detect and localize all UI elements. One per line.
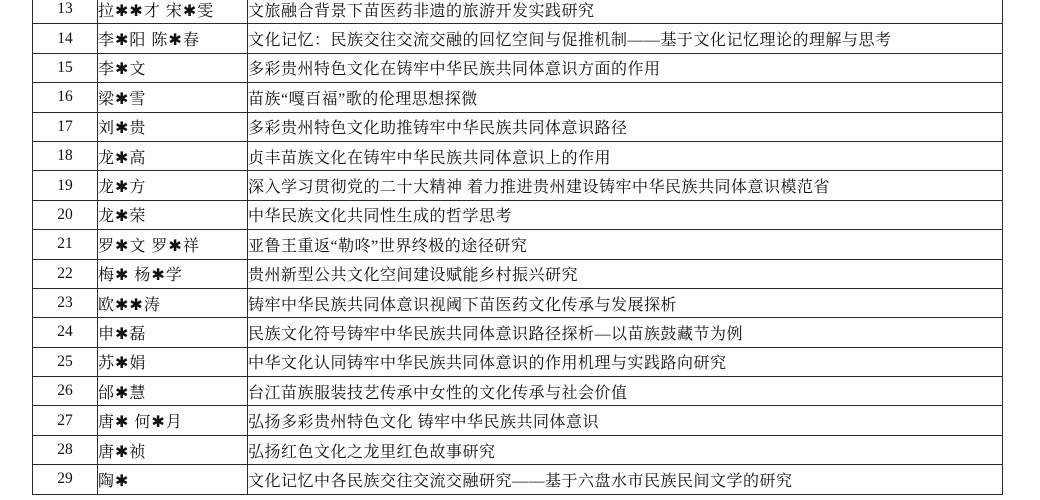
row-number-cell: 26 [33,377,98,406]
author-name-cell: 李✱文 [98,53,248,82]
entry-title-cell: 贵州新型公共文化空间建设赋能乡村振兴研究 [248,259,1003,288]
entry-title-cell: 弘扬多彩贵州特色文化 铸牢中华民族共同体意识 [248,406,1003,435]
row-number-cell: 15 [33,53,98,82]
entry-title-cell: 多彩贵州特色文化助推铸牢中华民族共同体意识路径 [248,112,1003,141]
row-number-cell: 28 [33,435,98,464]
table-row [33,24,1003,53]
table-row [33,0,1003,24]
entry-title-cell: 文化记忆中各民族交往交流交融研究——基于六盘水市民族民间文学的研究 [248,465,1003,494]
entry-title-cell: 文化记忆：民族交往交流交融的回忆空间与促推机制——基于文化记忆理论的理解与思考 [248,24,1003,53]
author-name-cell: 刘✱贵 [98,112,248,141]
row-number-cell: 22 [33,259,98,288]
table-row [33,200,1003,229]
author-name-cell: 唐✱ 何✱月 [98,406,248,435]
entry-title-cell: 贞丰苗族文化在铸牢中华民族共同体意识上的作用 [248,141,1003,170]
entry-title-cell: 铸牢中华民族共同体意识视阈下苗医药文化传承与发展探析 [248,288,1003,317]
row-number-cell: 20 [33,200,98,229]
author-name-cell: 陶✱ [98,465,248,494]
table-row [33,83,1003,112]
row-number-cell: 29 [33,465,98,494]
row-number-cell: 17 [33,112,98,141]
author-name-cell: 邰✱慧 [98,377,248,406]
entry-title-cell: 多彩贵州特色文化在铸牢中华民族共同体意识方面的作用 [248,53,1003,82]
author-name-cell: 欧✱✱涛 [98,288,248,317]
author-name-cell: 龙✱荣 [98,200,248,229]
row-number-cell: 18 [33,141,98,170]
table-row [33,53,1003,82]
row-number-cell: 25 [33,347,98,376]
entry-title-cell: 深入学习贯彻党的二十大精神 着力推进贵州建设铸牢中华民族共同体意识模范省 [248,171,1003,200]
row-number-cell: 19 [33,171,98,200]
author-name-cell: 龙✱高 [98,141,248,170]
author-name-cell: 梅✱ 杨✱学 [98,259,248,288]
row-number-cell: 27 [33,406,98,435]
entry-title-cell: 中华文化认同铸牢中华民族共同体意识的作用机理与实践路向研究 [248,347,1003,376]
entry-title-cell: 弘扬红色文化之龙里红色故事研究 [248,435,1003,464]
row-number-cell: 14 [33,24,98,53]
author-title-table [32,0,1003,495]
table-row [33,347,1003,376]
table-row [33,406,1003,435]
table-row [33,435,1003,464]
table-row [33,465,1003,494]
table-row [33,171,1003,200]
entry-title-cell: 亚鲁王重返“勒咚”世界终极的途径研究 [248,230,1003,259]
row-number-cell: 23 [33,288,98,317]
row-number-cell: 13 [33,0,98,24]
table-row [33,288,1003,317]
row-number-cell: 21 [33,230,98,259]
author-name-cell: 龙✱方 [98,171,248,200]
table-row [33,377,1003,406]
row-number-cell: 24 [33,318,98,347]
row-number-cell: 16 [33,83,98,112]
author-name-cell: 李✱阳 陈✱春 [98,24,248,53]
table-row [33,112,1003,141]
table-row [33,318,1003,347]
table-row [33,259,1003,288]
entry-title-cell: 文旅融合背景下苗医药非遗的旅游开发实践研究 [248,0,1003,24]
author-name-cell: 拉✱✱才 宋✱雯 [98,0,248,24]
author-name-cell: 唐✱祯 [98,435,248,464]
author-name-cell: 梁✱雪 [98,83,248,112]
entry-title-cell: 苗族“嘎百福”歌的伦理思想探微 [248,83,1003,112]
entry-title-cell: 台江苗族服装技艺传承中女性的文化传承与社会价值 [248,377,1003,406]
author-name-cell: 苏✱娟 [98,347,248,376]
author-name-cell: 罗✱文 罗✱祥 [98,230,248,259]
entry-title-cell: 中华民族文化共同性生成的哲学思考 [248,200,1003,229]
table-body [33,0,1003,494]
table-row [33,141,1003,170]
entry-title-cell: 民族文化符号铸牢中华民族共同体意识路径探析—以苗族鼓藏节为例 [248,318,1003,347]
author-name-cell: 申✱磊 [98,318,248,347]
table-row [33,230,1003,259]
